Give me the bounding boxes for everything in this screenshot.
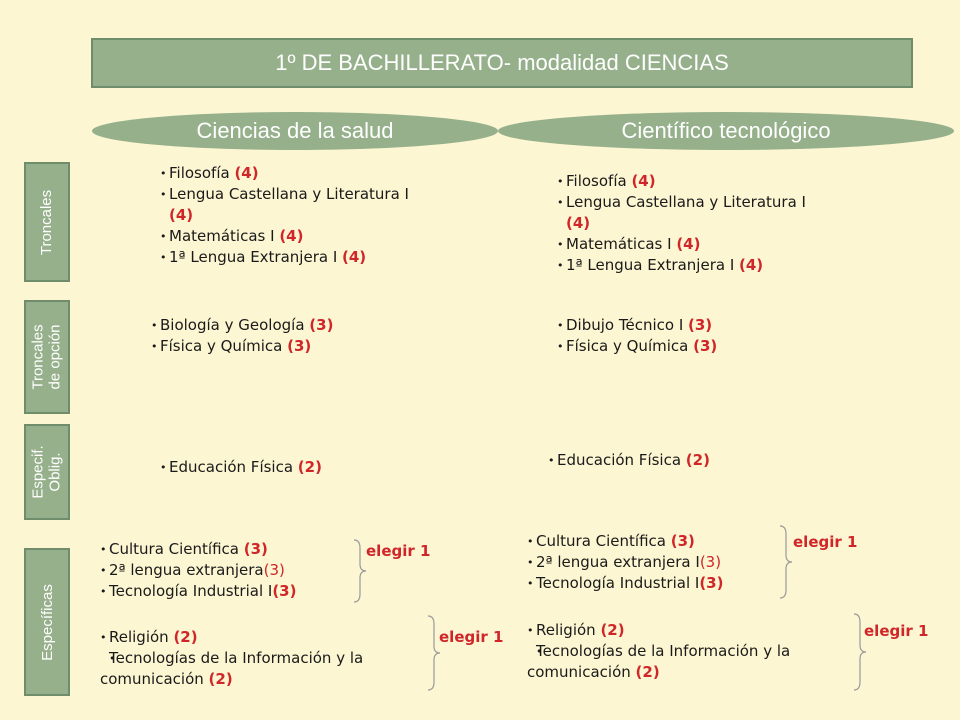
side-label-troncales-text: Troncales <box>38 189 56 255</box>
right-troncales-opcion-list <box>557 315 837 357</box>
side-label-especif-line1: Especif. <box>30 445 48 499</box>
left-especificas-a-list <box>100 539 370 602</box>
list-item: • Física y Química (3) <box>557 336 837 357</box>
list-item: • Filosofía (4) <box>160 163 430 184</box>
list-item: • Tecnología Industrial I(3) <box>527 573 797 594</box>
list-item: • Educación Física (2) <box>160 457 430 478</box>
side-label-troncales-opcion-line1: Troncales <box>30 324 47 390</box>
right-especificas-b-list <box>527 620 862 683</box>
list-item: • Física y Química (3) <box>151 336 431 357</box>
list-item: • Cultura Científica (3) <box>100 539 370 560</box>
page-title-text: 1º DE BACHILLERATO- modalidad CIENCIAS <box>275 50 729 75</box>
left-especif-oblig-list <box>160 457 430 478</box>
list-item: • Matemáticas I (4) <box>160 226 430 247</box>
right-elegir-b-label: elegir 1 <box>864 622 929 640</box>
list-item: • Tecnologías de la Información y la comunicación (2) <box>100 648 435 690</box>
side-label-especif-oblig <box>24 424 70 520</box>
column-header-ciencias-salud-label: Ciencias de la salud <box>196 118 394 143</box>
list-item: • 2ª lengua extranjera(3) <box>100 560 370 581</box>
list-item: • Tecnología Industrial I(3) <box>100 581 370 602</box>
column-header-ciencias-salud <box>92 112 498 150</box>
right-troncales-list <box>557 171 827 276</box>
list-item: • Dibujo Técnico I (3) <box>557 315 837 336</box>
right-brace-a-icon <box>778 524 794 600</box>
list-item: • Tecnologías de la Información y la comunicación (2) <box>527 641 862 683</box>
side-label-especif-line2: Oblig. <box>47 452 65 492</box>
left-brace-b-icon <box>426 614 442 692</box>
list-item: • 1ª Lengua Extranjera I (4) <box>160 247 430 268</box>
side-label-especificas <box>24 548 70 696</box>
left-troncales-list <box>160 163 430 268</box>
right-especif-oblig-list <box>548 450 818 471</box>
list-item: • Filosofía (4) <box>557 171 827 192</box>
left-elegir-b-label: elegir 1 <box>439 628 504 646</box>
column-header-cientifico-tecnologico <box>498 112 954 150</box>
right-especificas-a-list <box>527 531 797 594</box>
list-item: • Lengua Castellana y Literatura I (4) <box>160 184 430 226</box>
left-especificas-b-list <box>100 627 435 690</box>
list-item: • Cultura Científica (3) <box>527 531 797 552</box>
side-label-troncales <box>24 162 70 282</box>
page-title <box>91 38 913 88</box>
left-troncales-opcion-list <box>151 315 431 357</box>
left-elegir-a-label: elegir 1 <box>366 542 431 560</box>
right-elegir-a-label: elegir 1 <box>793 533 858 551</box>
list-item: • Religión (2) <box>100 627 435 648</box>
list-item: • Lengua Castellana y Literatura I (4) <box>557 192 827 234</box>
list-item: • Religión (2) <box>527 620 862 641</box>
side-label-troncales-opcion <box>24 300 70 414</box>
side-label-especificas-text: Específicas <box>38 583 56 661</box>
column-header-cientifico-tecnologico-label: Científico tecnológico <box>621 118 831 143</box>
side-label-troncales-opcion-line2: de opción <box>47 324 64 390</box>
list-item: • 2ª lengua extranjera I(3) <box>527 552 797 573</box>
list-item: • Educación Física (2) <box>548 450 818 471</box>
list-item: • 1ª Lengua Extranjera I (4) <box>557 255 827 276</box>
list-item: • Matemáticas I (4) <box>557 234 827 255</box>
list-item: • Biología y Geología (3) <box>151 315 431 336</box>
